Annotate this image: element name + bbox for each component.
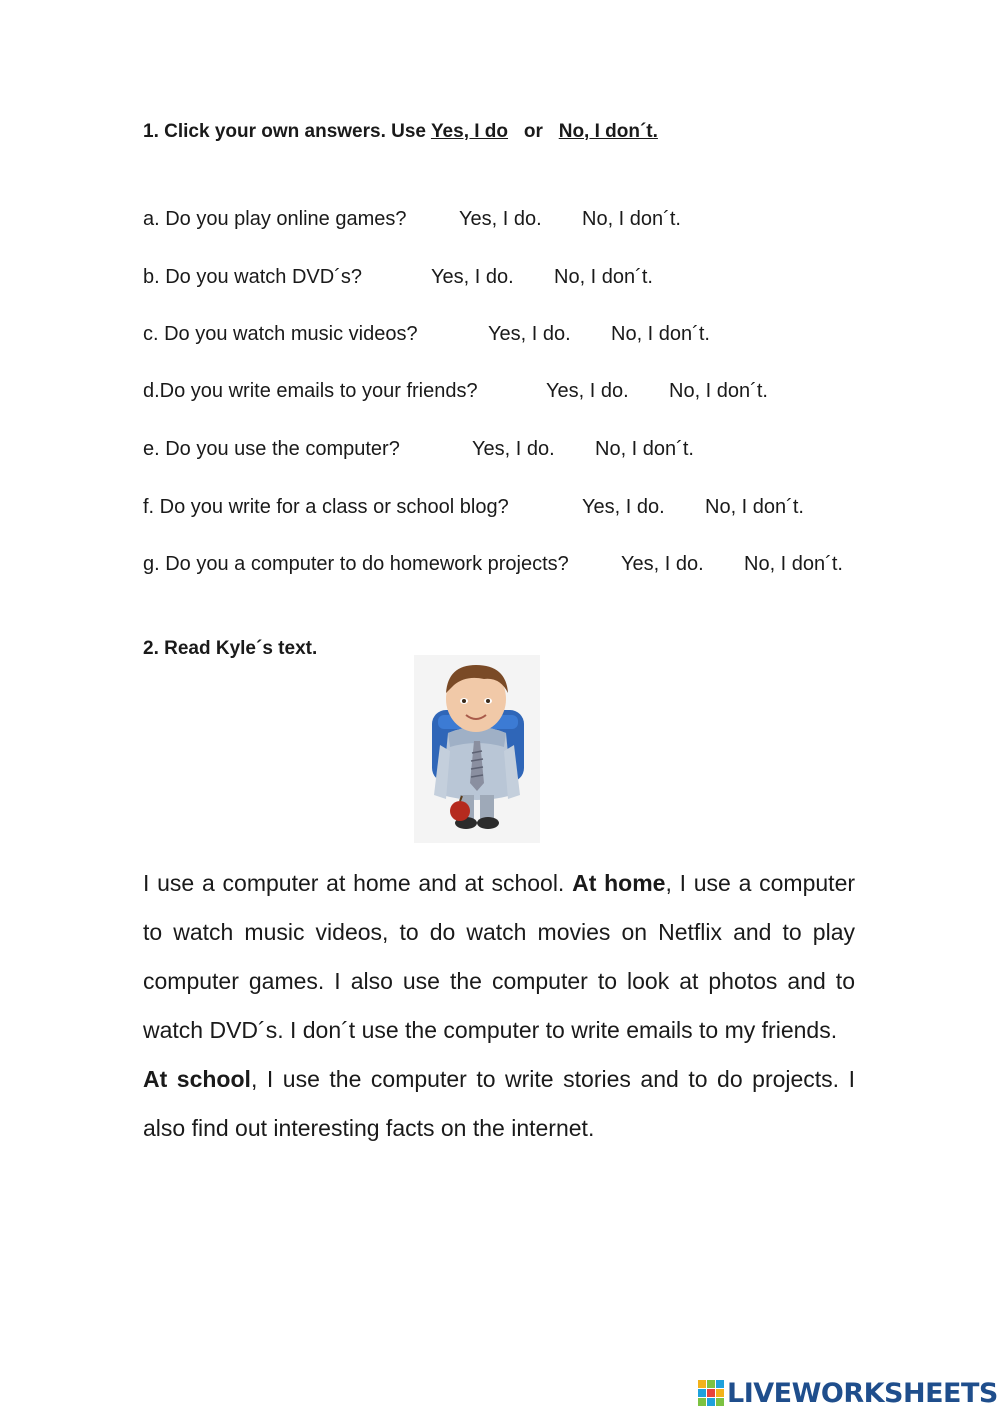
reading-at-school-label: At school (143, 1066, 251, 1092)
question-text: e. Do you use the computer? (143, 438, 400, 460)
reading-paragraph-home (143, 859, 855, 1055)
question-row-b (143, 263, 653, 291)
question-text: d.Do you write emails to your friends? (143, 380, 478, 402)
exercise-1-title-yes: Yes, I do (430, 121, 509, 142)
answer-no-option[interactable]: No, I don´t. (669, 380, 768, 402)
reading-p2-rest: , I use the computer to write stories and to do projects. I also find out interesting facts on the internet. (143, 1066, 855, 1141)
question-row-f (143, 493, 804, 521)
reading-text (143, 859, 855, 1153)
exercise-1-title-no: No, I don´t. (558, 121, 658, 142)
question-row-g (143, 550, 843, 578)
answer-yes-option[interactable]: Yes, I do. (459, 208, 542, 230)
answer-no-option[interactable]: No, I don´t. (744, 553, 843, 575)
answer-yes-option[interactable]: Yes, I do. (488, 323, 571, 345)
reading-paragraph-school (143, 1055, 855, 1153)
answer-yes-option[interactable]: Yes, I do. (472, 438, 555, 460)
question-text: a. Do you play online games? (143, 208, 407, 230)
question-text: g. Do you a computer to do homework projects? (143, 553, 569, 575)
question-row-d (143, 377, 768, 405)
kyle-photo (414, 655, 540, 843)
answer-no-option[interactable]: No, I don´t. (582, 208, 681, 230)
question-row-c (143, 320, 710, 348)
question-row-a (143, 205, 681, 233)
liveworksheets-logo-icon (698, 1380, 724, 1406)
reading-p1-start: I use a computer at home and at school. (143, 870, 573, 896)
answer-yes-option[interactable]: Yes, I do. (546, 380, 629, 402)
question-text: b. Do you watch DVD´s? (143, 266, 362, 288)
answer-no-option[interactable]: No, I don´t. (611, 323, 710, 345)
question-text: f. Do you write for a class or school blog? (143, 496, 509, 518)
liveworksheets-logo-text: LIVEWORKSHEETS (727, 1377, 998, 1409)
reading-p1-rest: , I use a computer to watch music videos, to do watch movies on Netflix and to play computer games. I also use the computer to look at photos and to watch DVD´s. I don´t use the computer to write emails to my friends. (143, 870, 856, 1043)
reading-at-home-label: At home (572, 870, 666, 896)
answer-no-option[interactable]: No, I don´t. (554, 266, 653, 288)
exercise-1-title-prefix: 1. Click your own answers. Use (143, 121, 431, 142)
liveworksheets-logo (698, 1377, 998, 1409)
answer-yes-option[interactable]: Yes, I do. (431, 266, 514, 288)
answer-no-option[interactable]: No, I don´t. (705, 496, 804, 518)
answer-no-option[interactable]: No, I don´t. (595, 438, 694, 460)
answer-yes-option[interactable]: Yes, I do. (582, 496, 665, 518)
exercise-1-title-or: or (523, 121, 543, 142)
exercise-2-title: 2. Read Kyle´s text. (143, 638, 318, 659)
exercise-1-title (143, 121, 658, 143)
answer-yes-option[interactable]: Yes, I do. (621, 553, 704, 575)
question-row-e (143, 435, 694, 463)
question-text: c. Do you watch music videos? (143, 323, 418, 345)
